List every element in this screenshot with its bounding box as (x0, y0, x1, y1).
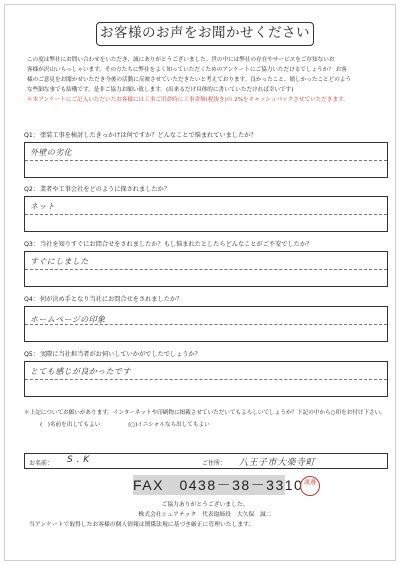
question-number: Q2： (24, 186, 39, 193)
ruled-line (25, 214, 387, 215)
answer-box-2[interactable] (24, 196, 388, 232)
question-number: Q3： (24, 241, 39, 248)
question-3 (24, 241, 388, 287)
privacy-text: 当アンケートで取得したお客様の個人情報は関係法規に基づき厳正に管理いたします。 (29, 522, 255, 528)
intro-line: 客様が沢山いらっしゃいます。その方たちに弊社をよく知っていただくためのアンケートにご協力いただけるでしょうか？ お客 (27, 67, 347, 73)
handwritten-answer: 外壁の劣化 (30, 148, 72, 157)
option-full-name[interactable]: ( )名前を出してもよい (40, 422, 101, 428)
ruled-line (25, 379, 387, 380)
handwritten-answer: ホームページの印象 (30, 315, 106, 324)
question-text: 当社を知りすぐにお問合せをされましたか？もし悩まれたとしたらどんなことがご不安でしたか？ (40, 241, 313, 248)
address-label: ご住所： (202, 460, 227, 467)
name-address-box (24, 453, 388, 469)
survey-sheet (4, 4, 396, 561)
answer-box-4[interactable] (24, 306, 388, 342)
intro-line: この度は弊社にお問い合わせをいただき、誠にありがとうございました。世の中には弊社の存在やサービスをご存知ないお (27, 57, 335, 63)
thanks-text: ご協力ありがとうございました。 (161, 502, 249, 508)
publish-consent (24, 409, 388, 430)
page-title: お客様のお声をお聞かせください (96, 22, 314, 46)
handwritten-answer: ネット (30, 202, 56, 211)
question-number: Q4： (24, 296, 39, 303)
cashback-note: ＊本アンケートにご記入いただいたお客様には工事ご用命時に工事金額(税抜き)の 2%をキャッシュバックさせていただきます。 (27, 97, 349, 103)
publish-text: ＊上記についてお願いがあります。インターネットや印刷物に掲載させていただいてもよろしいでしょうか？下記の中から○印をお付け下さい。 (24, 410, 386, 416)
answer-box-1[interactable] (24, 142, 388, 178)
name-value[interactable]: S . K (67, 455, 90, 465)
question-4 (24, 296, 388, 342)
handwritten-answer: すぐにしました (30, 257, 89, 266)
address-value[interactable]: 八王子市大楽寺町 (239, 458, 316, 468)
handwritten-answer: とても感じが良かったです (30, 367, 131, 376)
question-number: Q5： (24, 351, 39, 358)
question-number: Q1： (24, 132, 39, 139)
question-1 (24, 132, 388, 178)
ruled-line (25, 269, 387, 270)
answer-box-3[interactable] (24, 251, 388, 287)
question-5 (24, 351, 388, 397)
seal-stamp: 渡邊 (300, 476, 320, 496)
question-text: 実際に当社担当者がお伺いしていかがでしたでしょうか？ (40, 351, 201, 358)
company-text: 株式会社シェアテック 代表取締役 大久保 誠二 (138, 512, 272, 518)
intro-line: な些細な事でも結構です。是非ご協力お願い致します。(出来るだけ具体的に書いていただければ幸いです) (27, 87, 294, 93)
intro-text (27, 55, 387, 105)
question-text: 塗装工事を検討したきっかけは何ですか？どんなことで悩まれていましたか？ (40, 132, 257, 139)
ruled-line (25, 160, 387, 161)
answer-box-5[interactable] (24, 361, 388, 397)
intro-line: 様のご意見をお聞かせいただき今後の活動に反映させていただきたいと考えております。良かったこと、嬉しかったことどのよう (27, 77, 351, 83)
question-text: 何が決め手となり当社にお問合せをされましたか？ (40, 296, 183, 303)
footer (29, 500, 345, 530)
option-initials[interactable]: (○)イニシャルなら出してもよい (128, 422, 210, 428)
question-2 (24, 186, 388, 232)
fax-number: FAX 0438－38－3310 (133, 477, 304, 493)
name-label: お名前： (29, 460, 54, 467)
question-text: 業者や工事会社をどのように探されましたか？ (40, 186, 170, 193)
